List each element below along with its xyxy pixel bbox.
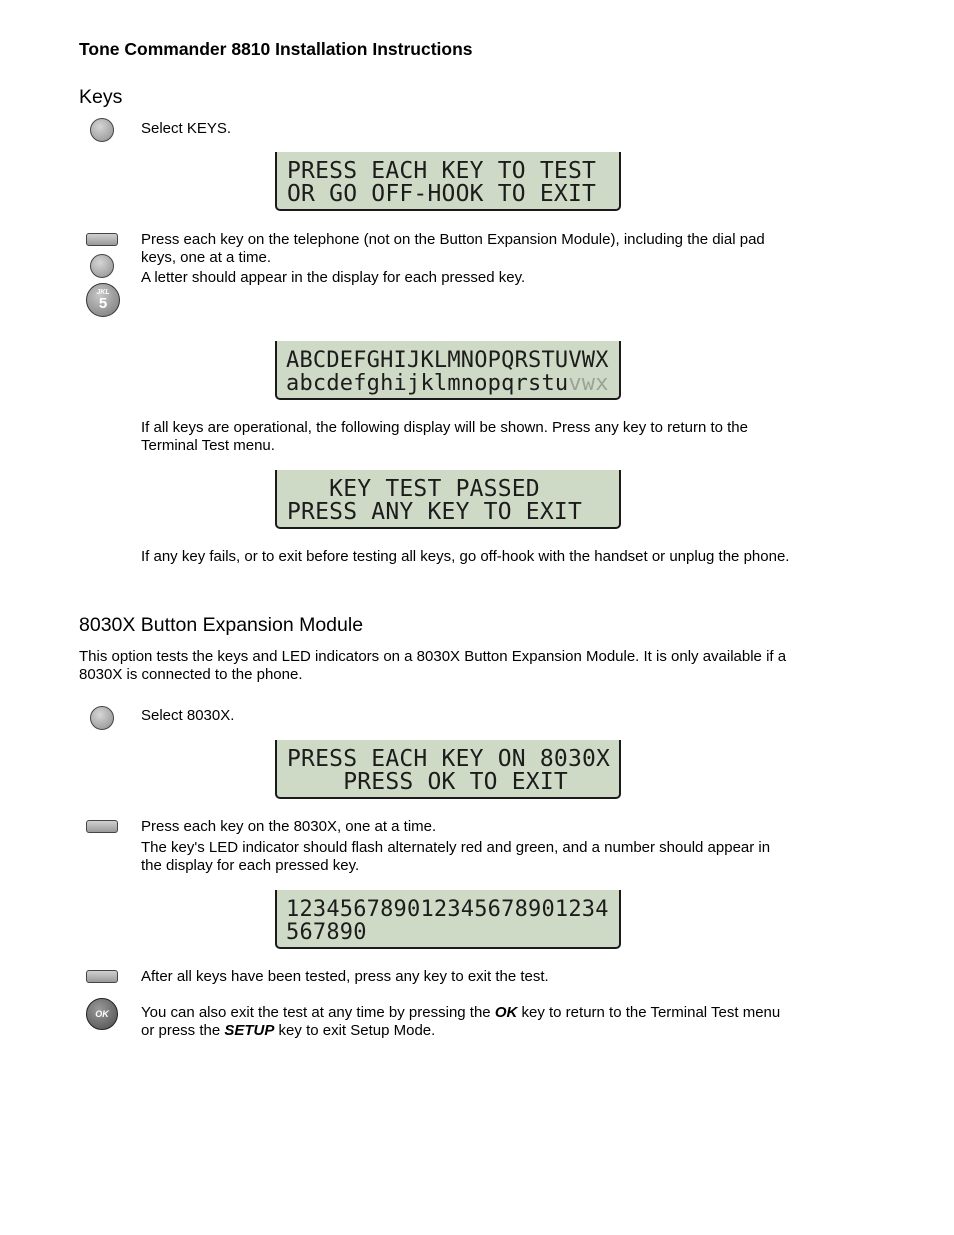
lcd-line: 567890 — [286, 920, 367, 945]
led-description — [141, 839, 770, 875]
round-key-icon — [90, 706, 114, 730]
lcd-line — [286, 372, 619, 395]
section-heading-8030x: 8030X Button Expansion Module — [79, 614, 364, 636]
fail-description: If any key fails, or to exit before testing all keys, go off-hook with the handset or unplug the phone. — [141, 548, 790, 565]
section-heading-keys: Keys — [79, 86, 123, 108]
module-intro — [79, 648, 786, 684]
key-digit: 5 — [98, 295, 108, 312]
text-line: Press each key on the telephone (not on the Button Expansion Module), including the dial pad — [141, 231, 765, 248]
step-select-8030x: Select 8030X. — [141, 707, 235, 724]
lcd-line: PRESS EACH KEY TO TEST — [287, 158, 597, 184]
lcd-line: PRESS OK TO EXIT — [287, 769, 568, 795]
setup-key-name: SETUP — [224, 1022, 275, 1039]
text-fragment: You can also exit the test at any time by pressing the — [141, 1004, 495, 1021]
text-line — [141, 1022, 780, 1040]
pass-description — [141, 419, 748, 455]
lcd-line: PRESS EACH KEY ON 8030X — [287, 746, 611, 772]
lcd-display-numbers — [275, 890, 621, 949]
round-key-icon — [90, 118, 114, 142]
lcd-text-dim: vwx — [568, 371, 609, 396]
feature-key-icon — [86, 820, 118, 833]
step-exit-test: After all keys have been tested, press any key to exit the test. — [141, 968, 549, 985]
key-letters: JKL — [96, 289, 110, 296]
lcd-line: PRESS ANY KEY TO EXIT — [287, 499, 582, 525]
ok-key-label: OK — [95, 1009, 109, 1019]
step-select-keys: Select KEYS. — [141, 120, 232, 137]
lcd-display-press-each-key — [275, 152, 621, 211]
lcd-text-bright: abcdefghijklmnopqrstu — [286, 371, 569, 396]
text-line: 8030X is connected to the phone. — [79, 666, 303, 683]
text-line: The key's LED indicator should flash alternately red and green, and a number should appear in — [141, 839, 771, 856]
ok-key-icon — [86, 998, 118, 1030]
exit-description — [141, 1004, 780, 1040]
text-line: If all keys are operational, the following display will be shown. Press any key to return to the — [141, 419, 748, 436]
round-key-icon — [90, 254, 114, 278]
step-press-each-key — [141, 231, 765, 287]
ok-key-name: OK — [494, 1004, 518, 1021]
lcd-line: 123456789012345678901234 — [286, 897, 609, 922]
lcd-display-press-each-key-8030x — [275, 740, 621, 799]
text-line: A letter should appear in the display for each pressed key. — [141, 269, 526, 286]
document-title: Tone Commander 8810 Installation Instructions — [79, 39, 473, 59]
text-fragment: key to exit Setup Mode. — [274, 1022, 436, 1039]
lcd-line: OR GO OFF-HOOK TO EXIT — [287, 181, 597, 207]
text-line: This option tests the keys and LED indicators on a 8030X Button Expansion Module. It is only available if a — [79, 648, 787, 665]
feature-key-icon — [86, 233, 118, 246]
dialpad-5-key-icon — [86, 283, 120, 317]
text-fragment: or press the — [141, 1022, 225, 1039]
text-line: keys, one at a time. — [141, 249, 272, 266]
text-line: Terminal Test menu. — [141, 437, 275, 454]
text-line — [141, 1004, 780, 1022]
lcd-line: KEY TEST PASSED — [287, 476, 540, 502]
lcd-display-letters — [275, 341, 621, 400]
lcd-line: ABCDEFGHIJKLMNOPQRSTUVWX — [286, 348, 609, 373]
step-press-8030x-keys: Press each key on the 8030X, one at a time. — [141, 818, 437, 835]
text-line: the display for each pressed key. — [141, 857, 360, 874]
text-fragment: key to return to the Terminal Test menu — [517, 1004, 781, 1021]
lcd-display-key-test-passed — [275, 470, 621, 529]
feature-key-icon — [86, 970, 118, 983]
